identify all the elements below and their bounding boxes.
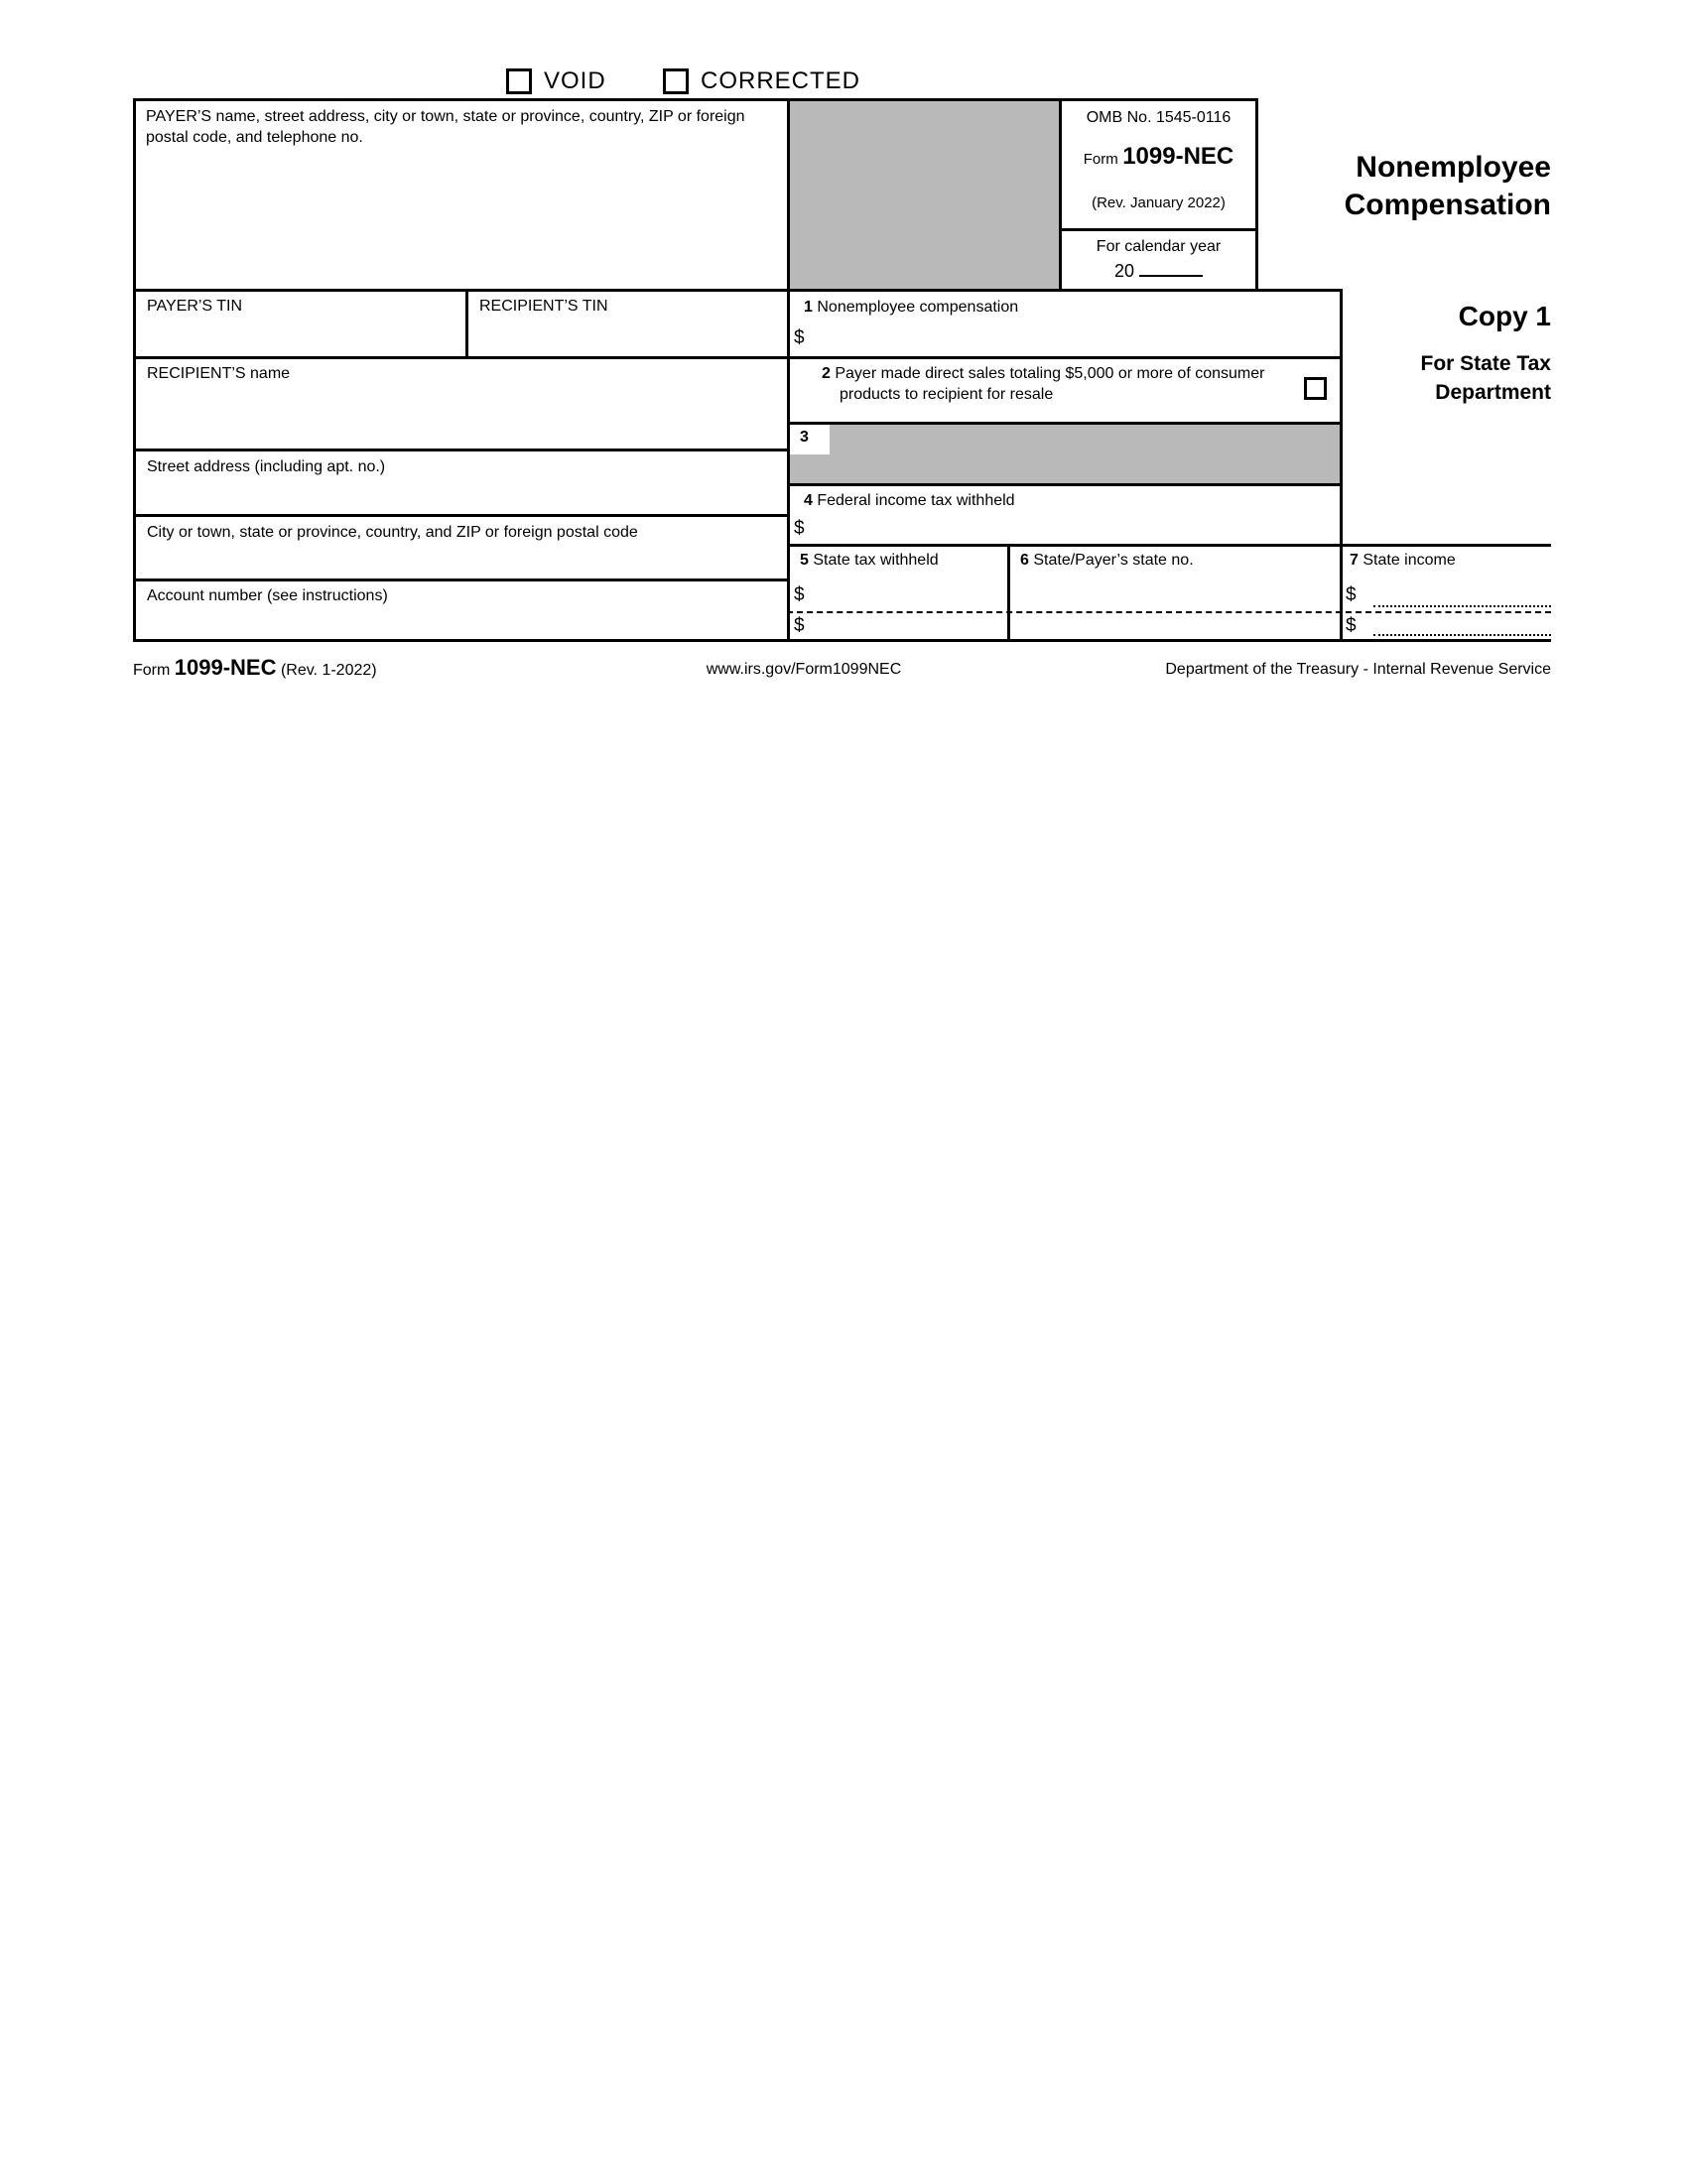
corrected-label: CORRECTED [701,67,861,94]
copy-recipient-line2: Department [1435,381,1551,404]
grid-line [133,514,787,517]
box5-number: 5 [800,552,809,569]
box7-amount-row2-input[interactable] [1365,614,1551,638]
box4-label: Federal income tax withheld [817,492,1015,509]
grid-line [787,544,1551,547]
box6-number: 6 [1020,552,1029,569]
recipient-name-label: RECIPIENT’S name [147,365,291,382]
grid-line [787,422,1340,425]
payer-tin-label: PAYER’S TIN [147,298,243,315]
recipient-tin-label: RECIPIENT’S TIN [479,298,608,315]
header-shaded-area [790,101,1059,289]
form-title-line2: Compensation [1344,189,1551,221]
box2-label: Payer made direct sales totaling $5,000 or more of consumer products to recipient for resale [835,365,1265,404]
form-title-line1: Nonemployee [1356,151,1551,184]
grid-line [1007,544,1010,642]
payer-info-label: PAYER’S name, street address, city or town, state or province, country, ZIP or foreign postal code, and telephone no. [146,108,745,147]
copy-recipient-line1: For State Tax [1420,352,1551,375]
box7-currency-symbol-row2: $ [1346,615,1357,636]
calendar-year-prefix: 20 [1113,261,1134,281]
grid-line [787,98,790,642]
box4-amount-input[interactable] [814,516,1335,542]
grid-line [1059,228,1258,231]
box3-number: 3 [800,429,809,446]
box3-number-notch [790,425,830,454]
grid-line [133,578,787,581]
grid-line [133,639,1551,642]
calendar-year-input[interactable] [1139,259,1203,277]
grid-line [133,98,1258,101]
grid-line [133,289,1340,292]
box7-currency-symbol-row1: $ [1346,584,1357,605]
form-number: 1099-NEC [1122,143,1234,170]
amount-separator-line [787,611,1551,613]
city-label: City or town, state or province, country, and ZIP or foreign postal code [147,524,638,541]
payer-tin-input[interactable] [139,320,461,353]
grid-line [787,483,1340,486]
account-number-label: Account number (see instructions) [147,587,388,604]
box7-number: 7 [1350,552,1359,569]
account-number-input[interactable] [139,609,784,637]
payer-info-input[interactable] [139,154,774,283]
city-input[interactable] [139,546,784,576]
box7-label: State income [1363,552,1456,569]
recipient-tin-input[interactable] [471,320,783,353]
box5-currency-symbol-row2: $ [794,615,805,636]
grid-line [1059,98,1062,292]
void-checkbox[interactable] [506,68,532,94]
footer-form-number: 1099-NEC [174,655,277,680]
box1-label: Nonemployee compensation [817,299,1019,316]
box7-amount-row1-input[interactable] [1365,583,1551,607]
grid-line [1340,289,1343,642]
void-label: VOID [544,67,606,94]
box4-currency-symbol: $ [794,518,805,539]
box6-label: State/Payer’s state no. [1033,552,1194,569]
box3-shaded-area [790,425,1340,483]
corrected-checkbox[interactable] [663,68,689,94]
box4-number: 4 [804,492,813,509]
box6-state-no-row2-input[interactable] [1014,614,1336,638]
grid-line [133,98,136,642]
omb-number: OMB No. 1545-0116 [1086,109,1232,126]
form-word: Form [1083,151,1118,168]
box5-amount-row2-input[interactable] [814,614,1004,638]
box1-currency-symbol: $ [794,327,805,348]
footer-form-revision: (Rev. 1-2022) [280,662,377,679]
copy-number: Copy 1 [1458,301,1551,331]
calendar-year-label: For calendar year [1096,238,1222,255]
box5-amount-row1-input[interactable] [814,583,1004,609]
box5-currency-symbol-row1: $ [794,584,805,605]
box1-number: 1 [804,299,813,316]
footer-url: www.irs.gov/Form1099NEC [706,661,902,678]
box5-label: State tax withheld [813,552,939,569]
box6-state-no-row1-input[interactable] [1014,581,1336,609]
footer-form-word: Form [133,662,171,679]
grid-line [133,449,787,451]
form-revision: (Rev. January 2022) [1092,194,1226,211]
street-address-input[interactable] [139,480,784,510]
grid-line [465,289,468,359]
street-address-label: Street address (including apt. no.) [147,458,386,475]
grid-line [133,356,1340,359]
recipient-name-input[interactable] [139,389,784,445]
box2-number: 2 [822,365,831,382]
resale-checkbox[interactable] [1304,377,1327,400]
footer-agency: Department of the Treasury - Internal Revenue Service [1165,661,1551,678]
